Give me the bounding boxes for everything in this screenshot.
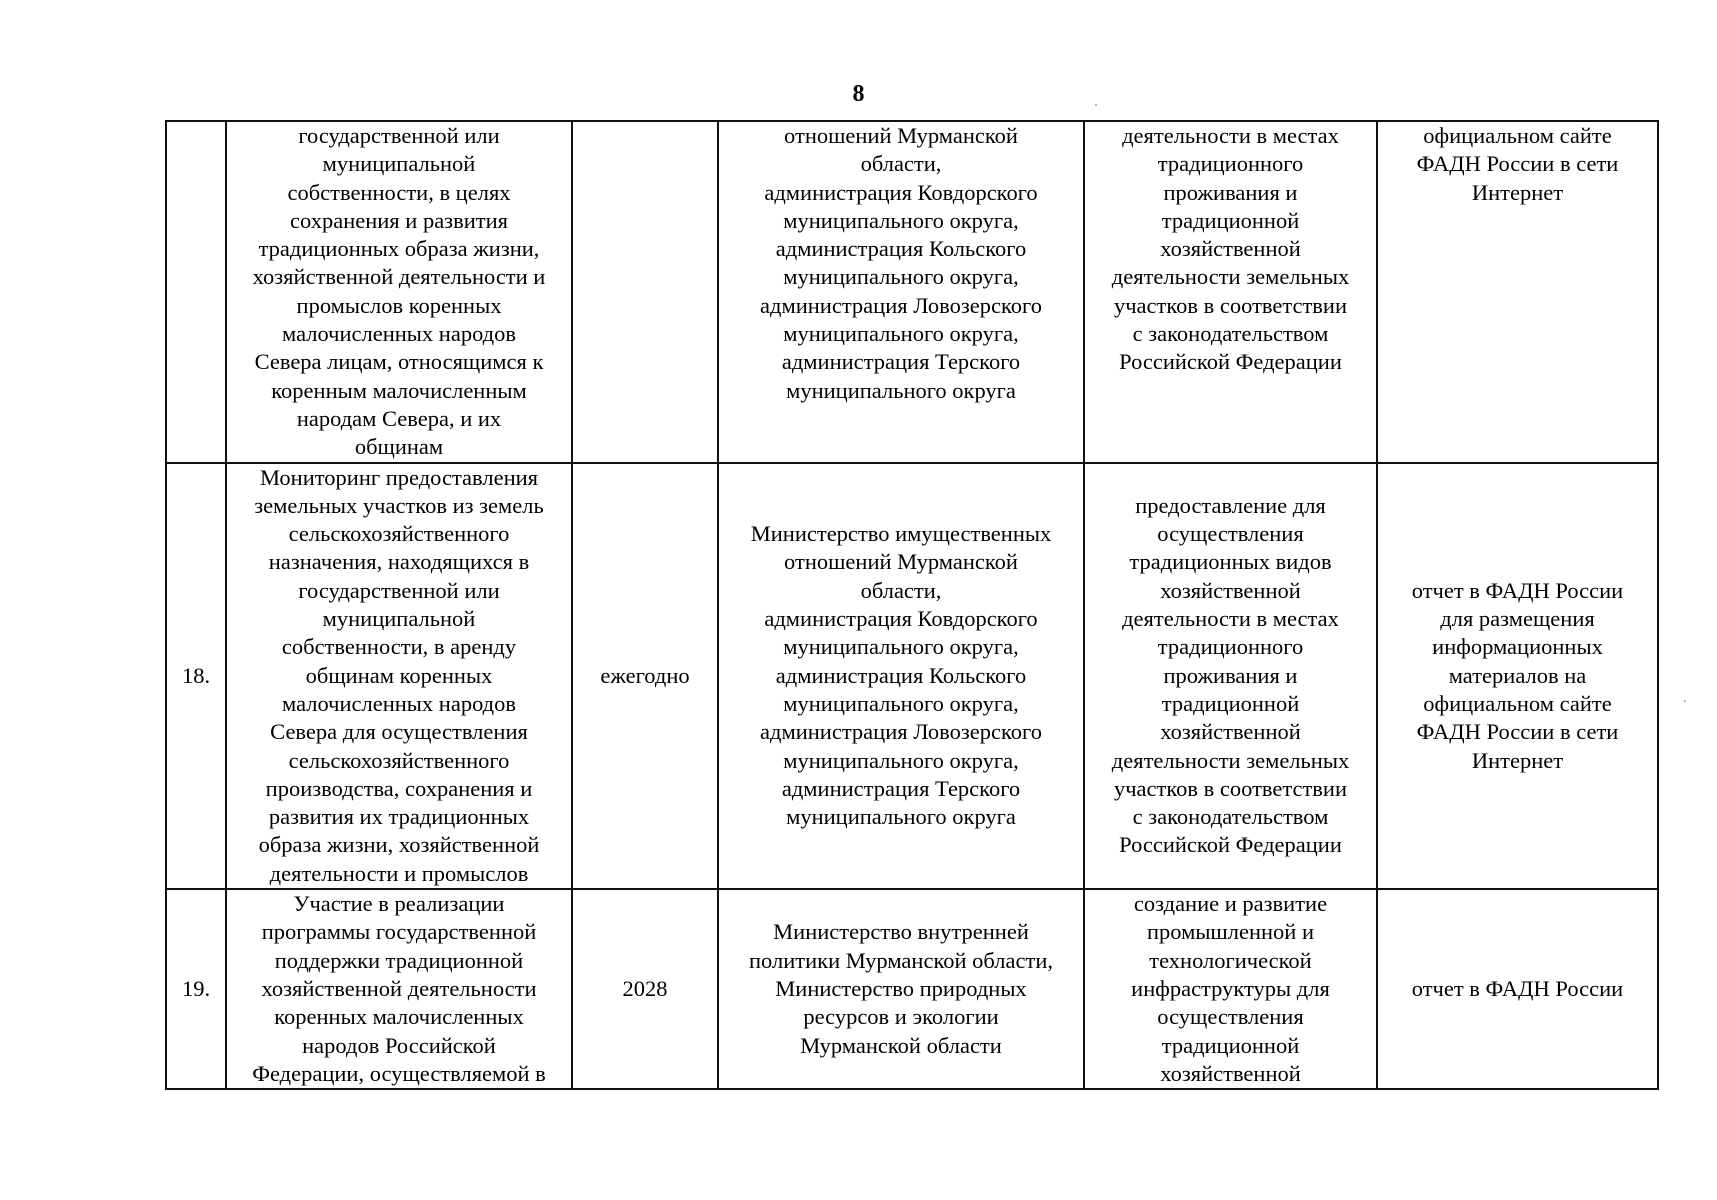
result-cell: деятельности в местах традиционного проживания и традиционной хозяйственной деятельности земельных участков в соответствии с законодательством Российской Федерации [1084,121,1377,463]
table-row [166,121,1658,463]
row-number-cell: 18. [166,463,226,889]
measure-cell: Мониторинг предоставления земельных участков из земель сельскохозяйственного назначения, находящихся в государственной или муниципальной собственности, в аренду общинам коренных малочисленных народов Севера для осуществления сельскохозяйственного производства, сохранения и развития их традиционных образа жизни, хозяйственной деятельности и промыслов [226,463,572,889]
scan-speck [1095,104,1097,106]
page-number: 8 [852,81,865,107]
report-cell: официальном сайте ФАДН России в сети Интернет [1377,121,1658,463]
term-cell: ежегодно [572,463,718,889]
row-number-cell [166,121,226,463]
table-row [166,463,1658,889]
measure-cell: государственной или муниципальной собственности, в целях сохранения и развития традиционных образа жизни, хозяйственной деятельности и промыслов коренных малочисленных народов Севера лицам, относящимся к коренным малочисленным народам Севера, и их общинам [226,121,572,463]
table-row [166,889,1658,1089]
executors-cell: Министерство внутренней политики Мурманской области, Министерство природных ресурсов и экологии Мурманской области [718,889,1084,1089]
scan-speck [1684,700,1686,702]
result-cell: создание и развитие промышленной и технологической инфраструктуры для осуществления традиционной хозяйственной [1084,889,1377,1089]
measures-table [165,120,1659,1090]
report-cell: отчет в ФАДН России для размещения информационных материалов на официальном сайте ФАДН России в сети Интернет [1377,463,1658,889]
report-cell: отчет в ФАДН России [1377,889,1658,1089]
executors-cell: отношений Мурманской области, администрация Ковдорского муниципального округа, администрация Кольского муниципального округа, администрация Ловозерского муниципального округа, администрация Терского муниципального округа [718,121,1084,463]
term-cell [572,121,718,463]
result-cell: предоставление для осуществления традиционных видов хозяйственной деятельности в местах традиционного проживания и традиционной хозяйственной деятельности земельных участков в соответствии с законодательством Российской Федерации [1084,463,1377,889]
executors-cell: Министерство имущественных отношений Мурманской области, администрация Ковдорского муниципального округа, администрация Кольского муниципального округа, администрация Ловозерского муниципального округа, администрация Терского муниципального округа [718,463,1084,889]
row-number-cell: 19. [166,889,226,1089]
measure-cell: Участие в реализации программы государственной поддержки традиционной хозяйственной деятельности коренных малочисленных народов Российской Федерации, осуществляемой в [226,889,572,1089]
term-cell: 2028 [572,889,718,1089]
